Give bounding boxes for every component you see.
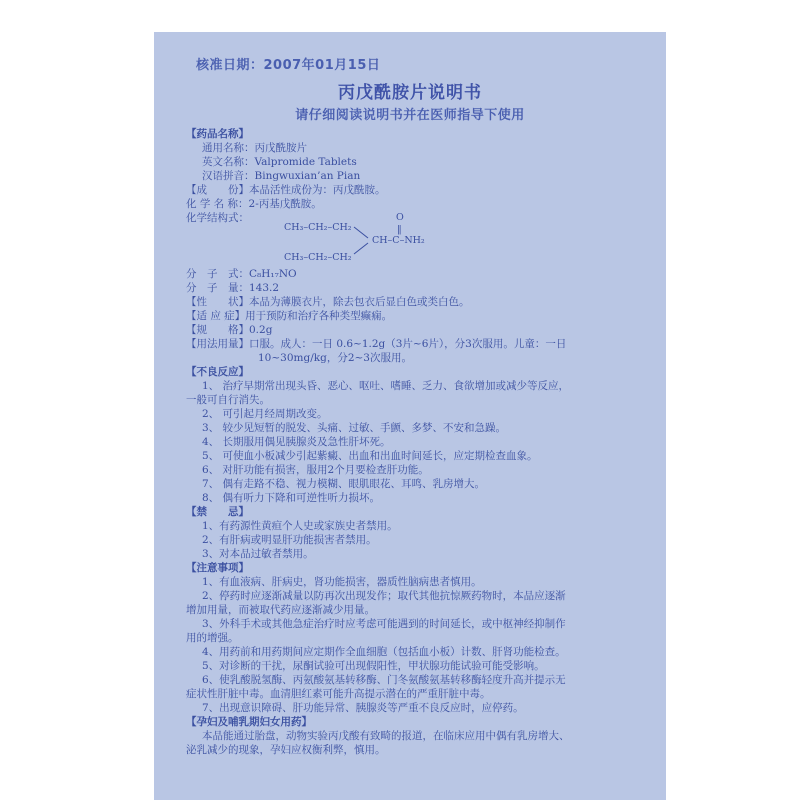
indication: 【适 应 症】用于预防和治疗各种类型癫痫。 (186, 310, 393, 322)
contra-item: 3、对本品过敏者禁用。 (202, 548, 314, 560)
double-bond: ‖ (397, 224, 402, 235)
adverse-item: 6、 对肝功能有损害，服用2个月要检查肝功能。 (202, 464, 429, 476)
precaution-item: 7、出现意识障碍、肝功能异常、胰腺炎等严重不良反应时，应停药。 (202, 702, 524, 714)
propyl-chain-top: CH₃–CH₂–CH₂ (284, 222, 352, 233)
precaution-item: 5、对诊断的干扰，尿酮试验可出现假阳性，甲状腺功能试验可能受影响。 (202, 660, 545, 672)
section-pregnancy: 【孕妇及哺乳期妇女用药】 (186, 716, 312, 728)
amide-group: CH–C–NH₂ (372, 235, 425, 246)
adverse-item: 一般可自行消失。 (186, 394, 270, 406)
appearance: 【性 状】本品为薄膜衣片，除去包衣后显白色或类白色。 (186, 296, 470, 308)
adverse-item: 7、 偶有走路不稳、视力模糊、眼肌眼花、耳鸣、乳房增大。 (202, 478, 486, 490)
precaution-item: 用的增强。 (186, 632, 239, 644)
precaution-item: 4、用药前和用药期间应定期作全血细胞（包括血小板）计数、肝肾功能检查。 (202, 646, 566, 658)
bond-top (354, 227, 368, 238)
adverse-item: 8、 偶有听力下降和可逆性听力损坏。 (202, 492, 381, 504)
precaution-item: 增加用量，而被取代药应逐渐减少用量。 (186, 604, 375, 616)
oxygen-atom: O (396, 212, 404, 223)
document-title: 丙戊酰胺片说明书 (338, 83, 482, 103)
contra-item: 1、有药源性黄疸个人史或家族史者禁用。 (202, 520, 398, 532)
propyl-chain-bottom: CH₃–CH₂–CH₂ (284, 252, 352, 263)
english-name: 英文名称：Valpromide Tablets (202, 156, 357, 168)
adverse-item: 3、 较少见短暂的脱发、头痛、过敏、手颤、多梦、不安和急躁。 (202, 422, 507, 434)
approval-date: 核准日期：2007年01月15日 (196, 58, 381, 73)
ingredient: 【成 份】本品活性成份为：丙戊酰胺。 (186, 184, 386, 196)
contra-item: 2、有肝病或明显肝功能损害者禁用。 (202, 534, 377, 546)
section-contraindications: 【禁 忌】 (186, 506, 249, 518)
document-subtitle: 请仔细阅读说明书并在医师指导下使用 (295, 108, 525, 123)
precaution-item: 6、使乳酸脱氢酶、丙氨酸氨基转移酶、门冬氨酸氨基转移酶轻度升高并提示无 (202, 674, 566, 686)
precaution-item: 2、停药时应逐渐减量以防再次出现发作；取代其他抗惊厥药物时，本品应逐渐 (202, 590, 566, 602)
precaution-item: 1、有血液病、肝病史，肾功能损害，器质性脑病患者慎用。 (202, 576, 482, 588)
chemical-name: 化 学 名 称：2-丙基戊酰胺。 (186, 198, 322, 210)
adverse-item: 2、 可引起月经周期改变。 (202, 408, 328, 420)
molecular-weight: 分 子 量：143.2 (186, 282, 280, 294)
generic-name: 通用名称：丙戊酰胺片 (202, 142, 307, 154)
specification: 【规 格】0.2g (186, 324, 273, 336)
adverse-item: 4、 长期服用偶见胰腺炎及急性肝坏死。 (202, 436, 391, 448)
structure-label: 化学结构式： (186, 212, 249, 224)
pregnancy-line: 本品能通过胎盘，动物实验丙戊酸有致畸的报道，在临床应用中偶有乳房增大、 (202, 730, 570, 742)
adverse-item: 1、 治疗早期常出现头昏、恶心、呕吐、嗜睡、乏力、食欲增加或减少等反应， (202, 380, 570, 392)
usage-line-1: 【用法用量】口服。成人：一日 0.6~1.2g（3片~6片），分3次服用。儿童：一日 (186, 338, 567, 350)
adverse-item: 5、 可使血小板减少引起紫癜、出血和出血时间延长，应定期检查血象。 (202, 450, 538, 462)
precaution-item: 3、外科手术或其他急症治疗时应考虑可能遇到的时间延长，或中枢神经抑制作 (202, 618, 566, 630)
section-adverse: 【不良反应】 (186, 366, 249, 378)
usage-line-2: 10~30mg/kg，分2~3次服用。 (258, 352, 412, 364)
molecular-formula: 分 子 式：C₈H₁₇NO (186, 268, 297, 280)
pregnancy-line: 泌乳减少的现象，孕妇应权衡利弊，慎用。 (186, 744, 386, 756)
pinyin-name: 汉语拼音：Bingwuxian’an Pian (202, 170, 361, 182)
bond-bottom (354, 243, 368, 254)
section-precautions: 【注意事项】 (186, 562, 249, 574)
chemical-structure (284, 212, 434, 268)
instruction-sheet (154, 32, 666, 800)
precaution-item: 症状性肝脏中毒。血清胆红素可能升高提示潜在的严重肝脏中毒。 (186, 688, 491, 700)
section-drug-name: 【药品名称】 (186, 128, 249, 140)
